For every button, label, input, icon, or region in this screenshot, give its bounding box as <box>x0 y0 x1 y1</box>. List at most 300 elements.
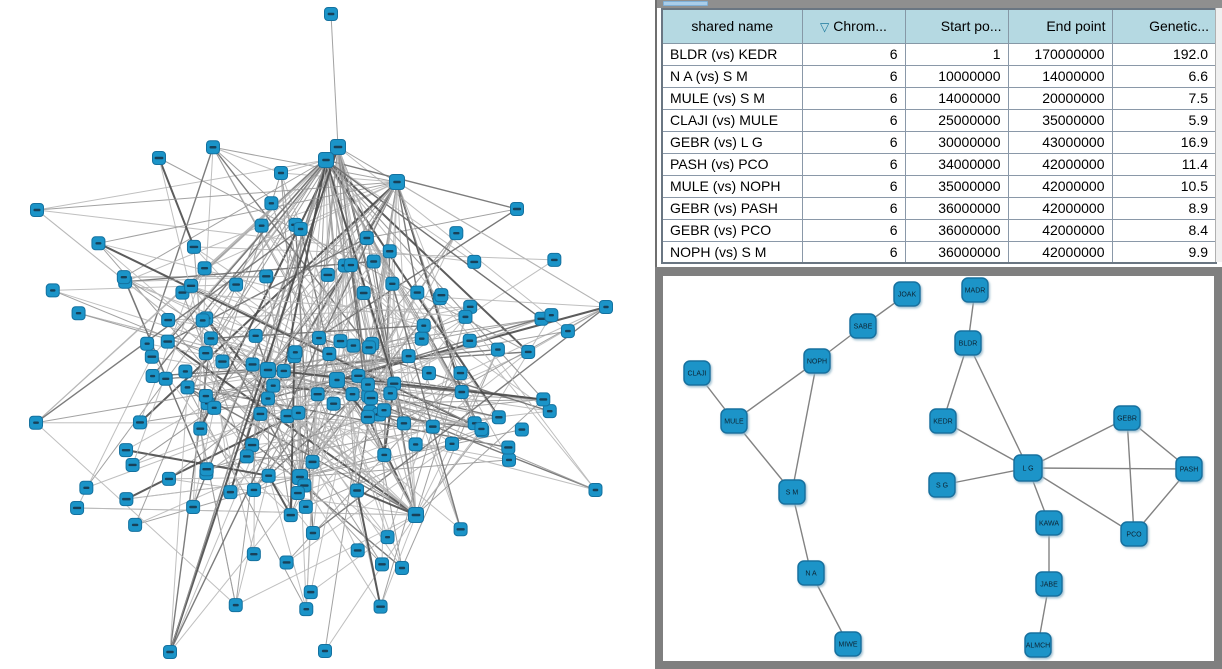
table-cell[interactable]: 10.5 <box>1112 175 1216 197</box>
network-node[interactable] <box>548 253 561 266</box>
network-node[interactable] <box>300 603 313 616</box>
network-node[interactable] <box>454 367 467 380</box>
table-cell[interactable]: 43000000 <box>1008 131 1112 153</box>
node-label-smudge <box>495 348 501 350</box>
network-node[interactable] <box>126 458 139 471</box>
network-node[interactable] <box>357 286 370 299</box>
network-node[interactable] <box>463 334 476 347</box>
node-label-smudge <box>353 489 361 491</box>
network-node[interactable] <box>346 388 359 401</box>
network-node[interactable] <box>289 346 302 359</box>
node-label-smudge <box>147 356 156 358</box>
table-cell[interactable]: 14000000 <box>1008 65 1112 87</box>
table-cell[interactable]: 42000000 <box>1008 175 1112 197</box>
network-node[interactable] <box>330 373 345 388</box>
network-node[interactable] <box>511 203 524 216</box>
node-label-smudge <box>250 553 257 555</box>
node-label-smudge <box>227 491 234 493</box>
node-label-smudge <box>202 352 209 354</box>
node-label-smudge <box>187 285 195 287</box>
network-node[interactable] <box>515 423 528 436</box>
network-node[interactable] <box>323 347 336 360</box>
subnetwork-panel <box>655 267 1222 669</box>
table-horizontal-scrollbar[interactable] <box>655 0 1222 8</box>
network-node[interactable] <box>537 393 550 406</box>
network-node[interactable] <box>383 245 396 258</box>
network-node[interactable] <box>365 392 378 405</box>
table-cell[interactable]: 36000000 <box>905 197 1008 219</box>
network-edge <box>325 515 416 651</box>
node-label-smudge <box>328 13 335 15</box>
node-claji[interactable] <box>684 361 710 385</box>
network-node[interactable] <box>396 562 409 575</box>
network-node[interactable] <box>299 500 312 513</box>
network-node[interactable] <box>589 483 602 496</box>
subnetwork-edge[interactable] <box>1028 418 1127 468</box>
node-label-smudge <box>307 591 314 593</box>
network-node[interactable] <box>275 167 288 180</box>
table-cell[interactable]: 42000000 <box>1008 153 1112 175</box>
table-cell[interactable]: 6 <box>802 219 905 241</box>
network-node[interactable] <box>146 370 159 383</box>
network-node[interactable] <box>351 484 364 497</box>
node-label-smudge <box>166 651 173 653</box>
table-cell[interactable]: CLAJI (vs) MULE <box>662 109 802 131</box>
node-label-smudge <box>478 428 484 430</box>
node-joak[interactable] <box>894 282 920 306</box>
network-node[interactable] <box>522 345 535 358</box>
network-node[interactable] <box>360 231 373 244</box>
network-node[interactable] <box>230 278 243 291</box>
table-cell[interactable]: 192.0 <box>1112 43 1216 65</box>
network-edge <box>53 285 236 291</box>
network-node[interactable] <box>262 392 275 405</box>
network-node[interactable] <box>361 378 374 391</box>
node-label-smudge <box>293 351 298 353</box>
node-label-smudge <box>421 324 426 326</box>
table-cell[interactable]: 34000000 <box>905 153 1008 175</box>
network-node[interactable] <box>185 279 198 292</box>
node-label-smudge <box>313 393 321 395</box>
column-filter-icon[interactable]: ▽ <box>820 20 830 35</box>
column-header-4[interactable]: Genetic... <box>1112 9 1216 43</box>
network-edge <box>170 387 188 652</box>
table-cell[interactable]: MULE (vs) NOPH <box>662 175 802 197</box>
node-label-smudge <box>386 250 393 252</box>
network-node[interactable] <box>367 255 380 268</box>
table-cell[interactable]: 42000000 <box>1008 219 1112 241</box>
node-label-smudge <box>414 291 421 293</box>
scrollbar-thumb[interactable] <box>663 1 708 6</box>
node-label-smudge <box>360 292 368 294</box>
node-label-smudge <box>406 355 412 357</box>
table-cell[interactable]: 20000000 <box>1008 87 1112 109</box>
network-node[interactable] <box>409 508 424 523</box>
network-node[interactable] <box>199 347 212 360</box>
node-label-smudge <box>283 415 291 417</box>
network-node[interactable] <box>133 416 146 429</box>
network-node[interactable] <box>204 332 217 345</box>
node-label-smudge <box>50 289 55 291</box>
network-node[interactable] <box>162 472 175 485</box>
network-node[interactable] <box>247 548 260 561</box>
column-header-1[interactable]: ▽ Chrom... <box>802 9 905 43</box>
node-mule[interactable] <box>721 409 747 433</box>
node-kawa[interactable] <box>1036 511 1062 535</box>
network-node[interactable] <box>397 417 410 430</box>
network-node[interactable] <box>247 483 260 496</box>
table-cell[interactable]: 35000000 <box>905 175 1008 197</box>
table-cell[interactable]: 14000000 <box>905 87 1008 109</box>
network-node[interactable] <box>344 259 357 272</box>
network-node[interactable] <box>455 385 468 398</box>
network-node[interactable] <box>327 397 340 410</box>
subnetwork-edge[interactable] <box>1028 468 1189 469</box>
node-label-smudge <box>551 259 558 261</box>
node-label-smudge <box>296 476 304 478</box>
network-node[interactable] <box>198 262 211 275</box>
network-node[interactable] <box>179 365 192 378</box>
table-row[interactable] <box>662 153 1216 175</box>
node-label-smudge <box>303 608 309 610</box>
node-label-smudge <box>426 372 431 374</box>
node-label-smudge <box>401 422 408 424</box>
column-header-2[interactable]: Start po... <box>905 9 1008 43</box>
network-node[interactable] <box>71 501 84 514</box>
network-node[interactable] <box>411 286 424 299</box>
node-label: N A <box>805 570 817 578</box>
table-cell[interactable]: 10000000 <box>905 65 1008 87</box>
table-cell[interactable]: 1 <box>905 43 1008 65</box>
table-cell[interactable]: 9.9 <box>1112 241 1216 263</box>
network-node[interactable] <box>206 141 219 154</box>
network-node[interactable] <box>181 381 194 394</box>
table-row[interactable] <box>662 43 1216 65</box>
network-node[interactable] <box>208 401 221 414</box>
network-node[interactable] <box>386 277 399 290</box>
network-node[interactable] <box>502 441 515 454</box>
network-node[interactable] <box>475 422 488 435</box>
table-cell[interactable]: 6 <box>802 65 905 87</box>
table-cell[interactable]: 6 <box>802 131 905 153</box>
table-cell[interactable]: 16.9 <box>1112 131 1216 153</box>
node-label-smudge <box>453 232 459 234</box>
node-label: PCO <box>1126 531 1142 539</box>
network-node[interactable] <box>162 314 175 327</box>
table-cell[interactable]: 11.4 <box>1112 153 1216 175</box>
table-cell[interactable]: NOPH (vs) S M <box>662 241 802 263</box>
node-label: JABE <box>1040 581 1058 589</box>
node-noph[interactable] <box>804 349 830 373</box>
network-node[interactable] <box>224 486 237 499</box>
node-jabe[interactable] <box>1036 572 1062 596</box>
network-node[interactable] <box>492 411 505 424</box>
node-sabe[interactable] <box>850 314 876 338</box>
table-cell[interactable]: 6 <box>802 175 905 197</box>
network-node[interactable] <box>545 309 558 322</box>
subnetwork-edge[interactable] <box>792 361 817 492</box>
network-node[interactable] <box>117 271 130 284</box>
network-node[interactable] <box>435 289 448 302</box>
network-node[interactable] <box>361 410 374 423</box>
table-cell[interactable]: 30000000 <box>905 131 1008 153</box>
node-label-smudge <box>185 386 191 388</box>
column-header-0[interactable]: shared name <box>662 9 802 43</box>
node-label-smudge <box>257 413 265 415</box>
network-node[interactable] <box>312 332 325 345</box>
network-node[interactable] <box>294 222 307 235</box>
node-label: ALMCH <box>1025 642 1051 650</box>
network-node[interactable] <box>240 450 253 463</box>
network-node[interactable] <box>503 453 516 466</box>
table-cell[interactable]: 5.9 <box>1112 109 1216 131</box>
table-cell[interactable]: GEBR (vs) L G <box>662 131 802 153</box>
node-label-smudge <box>393 181 400 183</box>
network-node[interactable] <box>319 645 332 658</box>
network-node[interactable] <box>390 175 405 190</box>
node-label-smudge <box>385 536 390 538</box>
node-label-smudge <box>603 306 608 308</box>
node-almch[interactable] <box>1025 633 1051 657</box>
table-row[interactable] <box>662 175 1216 197</box>
network-node[interactable] <box>187 501 200 514</box>
network-node[interactable] <box>194 422 207 435</box>
node-bldr[interactable] <box>955 331 981 355</box>
node-miwe[interactable] <box>835 632 861 656</box>
table-row[interactable] <box>662 109 1216 131</box>
network-node[interactable] <box>306 526 319 539</box>
table-cell[interactable]: 6 <box>802 87 905 109</box>
node-label-smudge <box>201 267 208 269</box>
node-label-smudge <box>294 492 302 494</box>
node-label-smudge <box>593 489 599 491</box>
node-kedr[interactable] <box>930 409 956 433</box>
subnetwork-canvas[interactable] <box>663 276 1214 661</box>
node-label-smudge <box>200 319 206 321</box>
network-node[interactable] <box>267 379 280 392</box>
node-label: S M <box>785 489 799 497</box>
node-label-smudge <box>232 283 240 285</box>
network-node[interactable] <box>92 237 105 250</box>
network-node[interactable] <box>384 387 397 400</box>
table-row[interactable] <box>662 87 1216 109</box>
node-s-g[interactable] <box>929 473 955 497</box>
node-label-smudge <box>164 319 172 321</box>
node-label-smudge <box>350 393 356 395</box>
node-s-m[interactable] <box>779 480 805 504</box>
node-label: MULE <box>724 418 744 426</box>
table-cell[interactable]: 6 <box>802 241 905 263</box>
network-node[interactable] <box>417 319 430 332</box>
network-node[interactable] <box>141 337 154 350</box>
node-l-g[interactable] <box>1014 455 1042 481</box>
table-row[interactable] <box>662 197 1216 219</box>
network-node[interactable] <box>374 600 387 613</box>
network-node[interactable] <box>200 463 213 476</box>
network-node[interactable] <box>153 152 166 165</box>
table-row[interactable] <box>662 241 1216 263</box>
network-node[interactable] <box>292 406 305 419</box>
node-gebr[interactable] <box>1114 406 1140 430</box>
network-node[interactable] <box>351 544 364 557</box>
table-cell[interactable]: 6 <box>802 153 905 175</box>
network-node[interactable] <box>347 339 360 352</box>
network-node[interactable] <box>446 437 459 450</box>
table-cell[interactable]: 170000000 <box>1008 43 1112 65</box>
network-edge <box>170 493 298 652</box>
table-vertical-scrollbar[interactable] <box>1215 8 1222 262</box>
network-node[interactable] <box>306 455 319 468</box>
node-label-smudge <box>462 316 468 318</box>
table-cell[interactable]: 6 <box>802 43 905 65</box>
network-node[interactable] <box>334 335 347 348</box>
network-node[interactable] <box>321 268 334 281</box>
network-node[interactable] <box>254 407 267 420</box>
network-node[interactable] <box>600 301 613 314</box>
table-cell[interactable]: PASH (vs) PCO <box>662 153 802 175</box>
node-label-smudge <box>378 563 386 565</box>
network-node[interactable] <box>277 364 290 377</box>
table-cell[interactable]: MULE (vs) S M <box>662 87 802 109</box>
node-label: CLAJI <box>687 370 707 378</box>
table-cell[interactable]: 8.9 <box>1112 197 1216 219</box>
network-node[interactable] <box>199 390 212 403</box>
node-label-smudge <box>183 370 188 372</box>
network-node[interactable] <box>468 255 481 268</box>
table-cell[interactable]: 36000000 <box>905 241 1008 263</box>
node-label: BLDR <box>958 340 978 348</box>
node-label-smudge <box>429 425 437 427</box>
node-label-smudge <box>399 567 405 569</box>
node-label-smudge <box>150 375 155 377</box>
network-node[interactable] <box>129 518 142 531</box>
table-cell[interactable]: 6.6 <box>1112 65 1216 87</box>
network-node[interactable] <box>261 363 276 378</box>
network-node[interactable] <box>363 341 376 354</box>
table-row[interactable] <box>662 131 1216 153</box>
network-node[interactable] <box>280 556 293 569</box>
table-cell[interactable]: BLDR (vs) KEDR <box>662 43 802 65</box>
network-node[interactable] <box>229 599 242 612</box>
network-node[interactable] <box>381 531 394 544</box>
network-node[interactable] <box>145 350 158 363</box>
node-madr[interactable] <box>962 278 988 302</box>
network-node[interactable] <box>325 8 338 21</box>
network-node[interactable] <box>459 310 472 323</box>
node-label-smudge <box>390 382 399 384</box>
column-header-3[interactable]: End point <box>1008 9 1112 43</box>
network-node[interactable] <box>246 358 259 371</box>
network-node[interactable] <box>415 332 428 345</box>
table-cell[interactable]: GEBR (vs) PASH <box>662 197 802 219</box>
network-node[interactable] <box>265 197 278 210</box>
table-cell[interactable]: 7.5 <box>1112 87 1216 109</box>
network-node[interactable] <box>426 420 439 433</box>
table-cell[interactable]: 25000000 <box>905 109 1008 131</box>
node-label: KAWA <box>1038 520 1060 528</box>
network-node[interactable] <box>196 314 209 327</box>
network-node[interactable] <box>255 219 268 232</box>
node-label-smudge <box>233 604 239 606</box>
network-node[interactable] <box>377 404 390 417</box>
network-node[interactable] <box>454 523 467 536</box>
table-cell[interactable]: 42000000 <box>1008 241 1112 263</box>
node-label-smudge <box>419 338 425 340</box>
node-pash[interactable] <box>1176 457 1202 481</box>
table-cell[interactable]: 6 <box>802 109 905 131</box>
network-node[interactable] <box>319 153 334 168</box>
network-node[interactable] <box>46 284 59 297</box>
node-label-smudge <box>121 276 127 278</box>
node-pco[interactable] <box>1121 522 1147 546</box>
table-cell[interactable]: GEBR (vs) PCO <box>662 219 802 241</box>
network-node[interactable] <box>409 438 422 451</box>
subnetwork-edge[interactable] <box>968 343 1028 468</box>
node-label-smudge <box>412 514 421 516</box>
network-node[interactable] <box>72 307 85 320</box>
table-cell[interactable]: 36000000 <box>905 219 1008 241</box>
table-row[interactable] <box>662 219 1216 241</box>
network-node[interactable] <box>291 487 304 500</box>
network-node[interactable] <box>561 325 574 338</box>
network-node[interactable] <box>422 367 435 380</box>
network-node[interactable] <box>376 558 389 571</box>
node-label-smudge <box>33 422 39 424</box>
network-node[interactable] <box>402 350 415 363</box>
network-node[interactable] <box>161 335 174 348</box>
edge-attribute-table[interactable] <box>661 8 1217 264</box>
network-node[interactable] <box>159 372 172 385</box>
network-node[interactable] <box>262 469 275 482</box>
network-node[interactable] <box>164 646 177 659</box>
subnetwork-edge[interactable] <box>1127 418 1134 534</box>
table-cell[interactable]: 35000000 <box>1008 109 1112 131</box>
node-label-smudge <box>287 514 295 516</box>
network-node[interactable] <box>491 343 504 356</box>
node-label-smudge <box>413 443 418 445</box>
network-node[interactable] <box>311 388 324 401</box>
network-node[interactable] <box>543 405 556 418</box>
node-label-smudge <box>163 340 172 342</box>
node-label-smudge <box>196 427 204 429</box>
network-node[interactable] <box>187 240 200 253</box>
node-label-smudge <box>95 242 101 244</box>
network-node[interactable] <box>249 329 262 342</box>
network-node[interactable] <box>284 509 297 522</box>
table-cell[interactable]: 42000000 <box>1008 197 1112 219</box>
network-node[interactable] <box>216 355 229 368</box>
node-label-smudge <box>365 383 371 385</box>
node-label-smudge <box>449 443 454 445</box>
network-node[interactable] <box>450 227 463 240</box>
node-label-smudge <box>298 228 303 230</box>
network-node[interactable] <box>378 448 391 461</box>
network-node[interactable] <box>304 586 317 599</box>
network-node[interactable] <box>80 481 93 494</box>
network-node[interactable] <box>31 204 44 217</box>
table-cell[interactable]: 6 <box>802 197 905 219</box>
network-node[interactable] <box>331 140 346 155</box>
table-cell[interactable]: N A (vs) S M <box>662 65 802 87</box>
network-node[interactable] <box>260 270 273 283</box>
table-row[interactable] <box>662 65 1216 87</box>
node-n-a[interactable] <box>798 561 824 585</box>
table-cell[interactable]: 8.4 <box>1112 219 1216 241</box>
network-node[interactable] <box>30 416 43 429</box>
network-node[interactable] <box>120 444 133 457</box>
network-node[interactable] <box>120 493 133 506</box>
node-label-smudge <box>334 146 343 148</box>
